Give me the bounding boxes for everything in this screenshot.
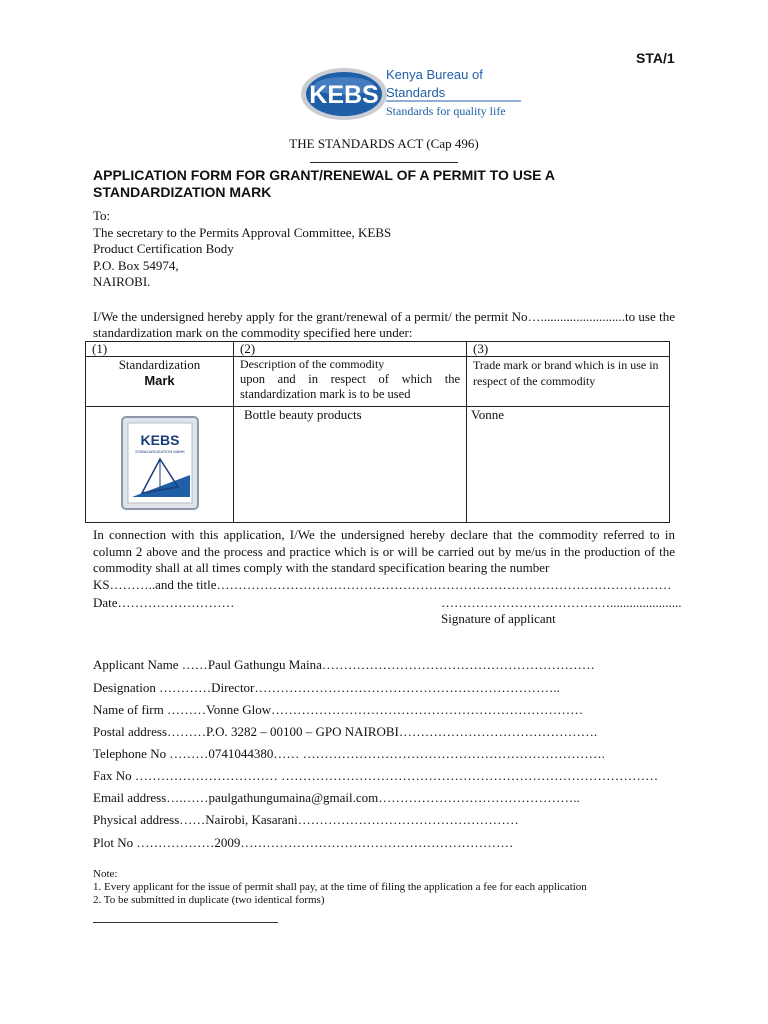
col3-header: Trade mark or brand which is in use in respect of the commodity <box>467 357 670 407</box>
field-value: Director <box>211 680 255 695</box>
field-dots: …………………………………………………………….. <box>254 680 560 695</box>
table-header-row <box>86 357 670 407</box>
date-line: Date……………………… <box>93 595 235 610</box>
logo-tagline: Standards for quality life <box>386 104 506 118</box>
col-number: (2) <box>234 342 467 357</box>
commodity-cell: Bottle beauty products <box>234 407 467 523</box>
note-title: Note: <box>93 868 118 880</box>
field-dots: ……………………………………………………… <box>240 835 514 850</box>
application-statement: I/We the undersigned hereby apply for the grant/renewal of a permit/ the permit No…..........................to use the standardization mark on the commodity specified here under: <box>93 309 675 340</box>
field-physical-address <box>93 812 519 828</box>
address-line: NAIROBI. <box>93 274 151 289</box>
field-value: 2009 <box>214 835 241 850</box>
title-underline <box>310 162 458 163</box>
field-label: Email address….…… <box>93 790 209 805</box>
note-item: 1. Every applicant for the issue of permit shall pay, at the time of filing the application a fee for each application <box>93 881 587 893</box>
logo-name-line2: Standards <box>386 85 446 100</box>
field-applicant-name <box>93 657 595 673</box>
field-label: Postal address……… <box>93 724 207 739</box>
table-row <box>86 407 670 523</box>
mark-caption: STANDARDIZATION MARK <box>134 448 185 454</box>
address-line: The secretary to the Permits Approval Committee, KEBS <box>93 224 392 240</box>
field-label: Plot No ……………… <box>93 835 215 850</box>
table-number-row <box>86 342 670 357</box>
signature-line: …………………………………...................... <box>441 595 682 610</box>
address-block <box>93 208 675 291</box>
field-dots: ……………………………………………………… <box>321 657 595 672</box>
field-value: paulgathungumaina@gmail.com <box>208 790 379 805</box>
col2-header <box>234 357 467 407</box>
field-value: 0741044380 <box>208 746 274 761</box>
field-label: Telephone No ……… <box>93 746 209 761</box>
field-firm-name <box>93 702 583 718</box>
field-designation <box>93 680 560 696</box>
col1-header-line1: Standardization <box>118 357 201 372</box>
address-line: P.O. Box 54974, <box>93 257 179 273</box>
field-fax <box>93 768 658 784</box>
field-telephone <box>93 746 605 762</box>
kebs-logo <box>300 66 530 124</box>
footer-rule <box>93 922 278 923</box>
field-email <box>93 790 580 806</box>
act-title: THE STANDARDS ACT (Cap 496) <box>289 136 479 151</box>
col-number: (3) <box>467 342 670 357</box>
logo-acronym: KEBS <box>309 81 379 109</box>
form-heading: APPLICATION FORM FOR GRANT/RENEWAL OF A PERMIT TO USE A STANDARDIZATION MARK <box>93 167 555 200</box>
field-dots: ………………………………………. <box>398 724 598 739</box>
field-value: Vonne Glow <box>206 702 272 717</box>
ks-line: KS………..and the title…………………………………………………………………………………………… <box>93 577 672 592</box>
field-postal-address <box>93 724 597 740</box>
address-to: To: <box>93 208 111 223</box>
field-dots: …………………………………………………………………………… <box>277 768 659 783</box>
commodity-table <box>85 341 670 523</box>
notes-block <box>93 868 587 907</box>
logo-name-line1: Kenya Bureau of <box>386 67 483 82</box>
col1-header-line2: Mark <box>144 373 175 388</box>
mark-cell <box>86 407 234 523</box>
standardization-mark-image <box>120 415 200 515</box>
note-item: 2. To be submitted in duplicate (two identical forms) <box>93 894 325 906</box>
field-value: Nairobi, Kasarani <box>205 812 298 827</box>
field-label: Name of firm ……… <box>93 702 207 717</box>
field-dots: ……………………………………….. <box>378 790 580 805</box>
field-label: Fax No …………………………… <box>93 768 278 783</box>
signature-label: Signature of applicant <box>441 611 556 626</box>
col2-header-line2: upon and in respect of which the standardization mark is to be used <box>240 372 460 401</box>
field-dots: …… ……………………………………………………………. <box>273 746 605 761</box>
address-line: Product Certification Body <box>93 241 234 256</box>
field-plot-no <box>93 835 513 851</box>
declaration-text: In connection with this application, I/We the undersigned hereby declare that the commodity referred to in column 2 above and the process and practice which is or will be carried out by me/us in the production of the commodity shall at all times comply with the standard specification bearing the number <box>93 527 675 575</box>
field-label: Physical address…… <box>93 812 206 827</box>
field-value: P.O. 3282 – 00100 – GPO NAIROBI <box>206 724 399 739</box>
col1-header <box>86 357 234 407</box>
brand-cell: Vonne <box>467 407 670 523</box>
document-reference: STA/1 <box>636 50 675 66</box>
field-dots: …………………………………………… <box>297 812 519 827</box>
field-label: Applicant Name …… <box>93 657 208 672</box>
field-label: Designation ………… <box>93 680 212 695</box>
field-value: Paul Gathungu Maina <box>207 657 322 672</box>
col-number: (1) <box>86 342 234 357</box>
field-dots: ……………………………………………………………… <box>271 702 584 717</box>
mark-acronym: KEBS <box>140 431 179 448</box>
col2-header-line1: Description of the commodity <box>240 357 385 371</box>
